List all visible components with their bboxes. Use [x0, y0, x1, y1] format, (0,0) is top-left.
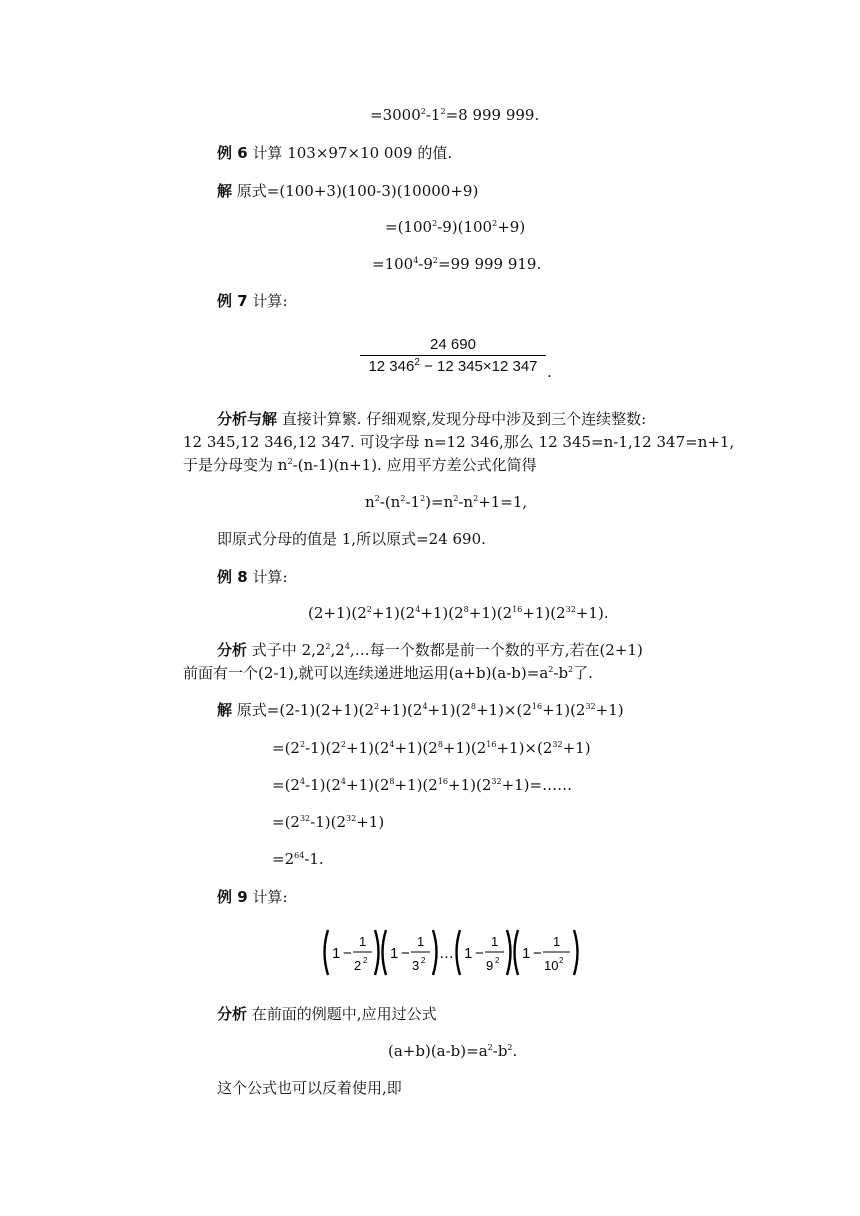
exponent: 2 — [414, 357, 420, 368]
formula-part: =(100 — [385, 218, 433, 236]
solution-6-line-3 — [372, 254, 541, 274]
formula-part: +1)(2 — [542, 701, 586, 719]
analysis-7-line-3 — [183, 455, 537, 475]
formula-part: +1)×(2 — [475, 701, 532, 719]
formula-part: -9 — [418, 255, 433, 273]
formula-line — [370, 105, 539, 125]
factor-3 — [457, 930, 511, 975]
exponent: 4 — [415, 605, 421, 614]
formula-part: =2 — [272, 850, 295, 868]
example-6-heading — [217, 143, 452, 163]
exponent: 2 — [432, 219, 438, 228]
fraction-period: . — [547, 363, 552, 381]
factor-2 — [383, 930, 437, 975]
formula-part: +1)(2 — [394, 739, 438, 757]
solution-8-line-1 — [217, 700, 624, 720]
exponent: 4 — [344, 642, 350, 651]
factor-minus: − — [475, 945, 484, 962]
formula-part: +1)(2 — [427, 701, 471, 719]
exponent: 2 — [400, 494, 406, 503]
exponent: 16 — [531, 702, 543, 711]
exponent: 2 — [420, 107, 426, 116]
formula-part: − 12 345×12 347 — [419, 358, 538, 375]
example-label: 例 8 — [217, 568, 248, 586]
exponent: 2 — [568, 665, 574, 674]
formula-part: +1)(2 — [420, 604, 464, 622]
formula-part: 12 346 — [368, 358, 415, 375]
exponent: 2 — [473, 494, 479, 503]
exponent: 32 — [552, 740, 563, 749]
formula-part: +1)(2 — [468, 604, 513, 622]
formula-part: -1)(2 — [305, 776, 341, 794]
formula-part: -n — [458, 493, 474, 511]
exponent: 2 — [492, 219, 498, 228]
formula-part: 在前面的例题中,应用过公式 — [251, 1005, 437, 1023]
exponent: 16 — [512, 605, 523, 614]
formula-part: =(2 — [272, 739, 300, 757]
solution-8-line-4 — [272, 812, 384, 832]
formula-part: -b — [553, 664, 569, 682]
fraction-numerator: 24 690 — [430, 336, 476, 353]
formula-part: -9)(100 — [437, 218, 493, 236]
factor-numerator: 1 — [359, 934, 367, 949]
factor-one: 1 — [332, 945, 341, 962]
exponent: 16 — [486, 740, 497, 749]
exponent: 2 — [453, 494, 459, 503]
formula-part: +9) — [497, 218, 526, 236]
exponent: 8 — [389, 777, 395, 786]
example-8-heading — [217, 567, 288, 587]
formula-part: -(n-1)(n+1). 应用平方差公式化简得 — [292, 456, 537, 474]
factor-denominator: 10 — [544, 958, 559, 973]
analysis-9-equation — [388, 1041, 517, 1061]
formula-part: 式子中 2,2 — [251, 641, 326, 659]
formula-part: =(2 — [272, 813, 300, 831]
exponent: 2 — [287, 457, 293, 466]
analysis-9-line-2: 这个公式也可以反着使用,即 — [217, 1079, 402, 1097]
exponent: 32 — [346, 814, 357, 823]
formula-part: -1 — [405, 493, 421, 511]
factor-exponent: 2 — [363, 956, 368, 965]
ellipsis: … — [439, 945, 454, 962]
formula-part: )=n — [425, 493, 454, 511]
formula-part: +1)(2 — [522, 604, 566, 622]
factor-one: 1 — [464, 945, 473, 962]
example-text: 计算 103×97×10 009 的值. — [252, 144, 453, 162]
analysis-7-conclusion: 即原式分母的值是 1,所以原式=24 690. — [217, 530, 486, 548]
exponent: 4 — [422, 702, 428, 711]
formula-part: +1) — [356, 813, 385, 831]
solution-label: 解 — [217, 182, 233, 200]
example-text: 计算: — [252, 568, 288, 586]
factor-minus: − — [401, 945, 410, 962]
exponent: 8 — [470, 702, 476, 711]
factor-denominator: 9 — [486, 958, 494, 973]
exponent: 4 — [389, 740, 395, 749]
formula-part: +1)(2 — [346, 776, 390, 794]
exponent: 2 — [299, 740, 306, 749]
exponent: 2 — [432, 256, 439, 265]
fraction-example-7 — [360, 336, 546, 375]
exponent: 2 — [366, 605, 372, 614]
factor-1 — [325, 930, 379, 975]
exponent: 2 — [548, 665, 554, 674]
solution-8-line-3 — [272, 775, 572, 795]
exponent: 32 — [299, 814, 311, 823]
exponent: 4 — [340, 777, 347, 786]
exponent: 4 — [299, 777, 306, 786]
formula-part: +1)(2 — [346, 739, 390, 757]
fraction-denominator — [360, 358, 546, 375]
example-9-product-formula — [320, 927, 590, 979]
formula-part: -(n — [379, 493, 401, 511]
formula-part: -1)(2 — [310, 813, 347, 831]
analysis-7-equation — [365, 492, 527, 512]
formula-part: -1. — [304, 850, 324, 868]
fraction-bar — [360, 355, 546, 356]
analysis-7-line-2: 12 345,12 346,12 347. 可设字母 n=12 346,那么 12 345=n-1,12 347=n+1, — [183, 433, 735, 451]
formula-part: 原式=(100+3)(100-3)(10000+9) — [236, 182, 479, 200]
factor-exponent: 2 — [495, 956, 500, 965]
formula-part: n — [365, 493, 375, 511]
formula-part: ,…每一个数都是前一个数的平方,若在(2+1) — [349, 641, 643, 659]
exponent: 16 — [437, 777, 449, 786]
formula-part: +1)=…… — [501, 776, 573, 794]
factor-denominator: 2 — [354, 958, 362, 973]
example-7-heading — [217, 291, 288, 311]
example-label: 例 6 — [217, 144, 248, 162]
formula-part: =8 999 999. — [445, 106, 540, 124]
analysis-8-line-1 — [217, 640, 643, 660]
exponent: 2 — [420, 494, 426, 503]
formula-part: +1)(2 — [448, 776, 492, 794]
formula-part: 前面有一个(2-1),就可以连续递进地运用(a+b)(a-b)=a — [183, 664, 549, 682]
solution-6-line-2 — [385, 217, 525, 237]
formula-part: 于是分母变为 n — [183, 456, 288, 474]
formula-part: +1)(2 — [394, 776, 438, 794]
solution-6-line-1 — [217, 181, 478, 201]
example-9-heading — [217, 887, 288, 907]
formula-part: +1). — [575, 604, 609, 622]
example-8-expression — [308, 603, 609, 623]
example-text: 计算: — [252, 888, 288, 906]
exponent: 2 — [507, 1043, 513, 1052]
factor-minus: − — [533, 945, 542, 962]
factor-minus: − — [343, 945, 352, 962]
formula-part: -1 — [425, 106, 441, 124]
analysis-9-line-1 — [217, 1004, 437, 1024]
factor-exponent: 2 — [421, 956, 426, 965]
exponent: 32 — [585, 702, 596, 711]
solution-8-line-2 — [272, 738, 591, 758]
exponent: 8 — [437, 740, 443, 749]
formula-part: +1)(2 — [442, 739, 487, 757]
formula-part: 直接计算繁. 仔细观察,发现分母中涉及到三个连续整数: — [281, 410, 647, 428]
factor-one: 1 — [390, 945, 399, 962]
formula-part: +1) — [595, 701, 624, 719]
solution-8-line-5 — [272, 849, 324, 869]
example-label: 例 9 — [217, 888, 248, 906]
formula-part: -1)(2 — [305, 739, 341, 757]
factor-4 — [515, 930, 578, 975]
formula-part: +1)(2 — [379, 701, 423, 719]
factor-denominator: 3 — [412, 958, 420, 973]
exponent: 8 — [463, 605, 469, 614]
analysis-7-line-1 — [217, 409, 646, 429]
exponent: 2 — [440, 107, 446, 116]
solution-label: 解 — [217, 701, 233, 719]
factor-one: 1 — [522, 945, 531, 962]
exponent: 4 — [413, 256, 419, 265]
exponent: 2 — [374, 494, 380, 503]
analysis-8-line-2 — [183, 663, 593, 683]
formula-part: +1)(2 — [371, 604, 416, 622]
formula-part: -b — [492, 1042, 508, 1060]
analysis-label: 分析 — [217, 1005, 248, 1023]
exponent: 32 — [491, 777, 502, 786]
formula-part: =99 999 919. — [438, 255, 542, 273]
formula-part: (a+b)(a-b)=a — [388, 1042, 488, 1060]
formula-part: =3000 — [370, 106, 421, 124]
formula-part: +1)×(2 — [496, 739, 553, 757]
factor-numerator: 1 — [553, 934, 561, 949]
exponent: 2 — [340, 740, 347, 749]
formula-part: =(2 — [272, 776, 300, 794]
formula-part: ,2 — [330, 641, 345, 659]
formula-part: 了. — [573, 664, 593, 682]
analysis-label: 分析与解 — [217, 410, 278, 428]
example-label: 例 7 — [217, 292, 248, 310]
factor-numerator: 1 — [491, 934, 499, 949]
exponent: 32 — [565, 605, 576, 614]
formula-part: +1=1, — [478, 493, 528, 511]
formula-part: 原式=(2-1)(2+1)(2 — [236, 701, 374, 719]
exponent: 2 — [325, 642, 331, 651]
formula-part: . — [512, 1042, 518, 1060]
formula-part: +1) — [562, 739, 591, 757]
exponent: 2 — [373, 702, 380, 711]
factor-exponent: 2 — [559, 956, 564, 965]
example-text: 计算: — [252, 292, 288, 310]
formula-part: =100 — [372, 255, 414, 273]
analysis-label: 分析 — [217, 641, 248, 659]
factor-numerator: 1 — [417, 934, 425, 949]
exponent: 64 — [294, 851, 305, 860]
exponent: 2 — [487, 1043, 493, 1052]
formula-part: (2+1)(2 — [308, 604, 367, 622]
